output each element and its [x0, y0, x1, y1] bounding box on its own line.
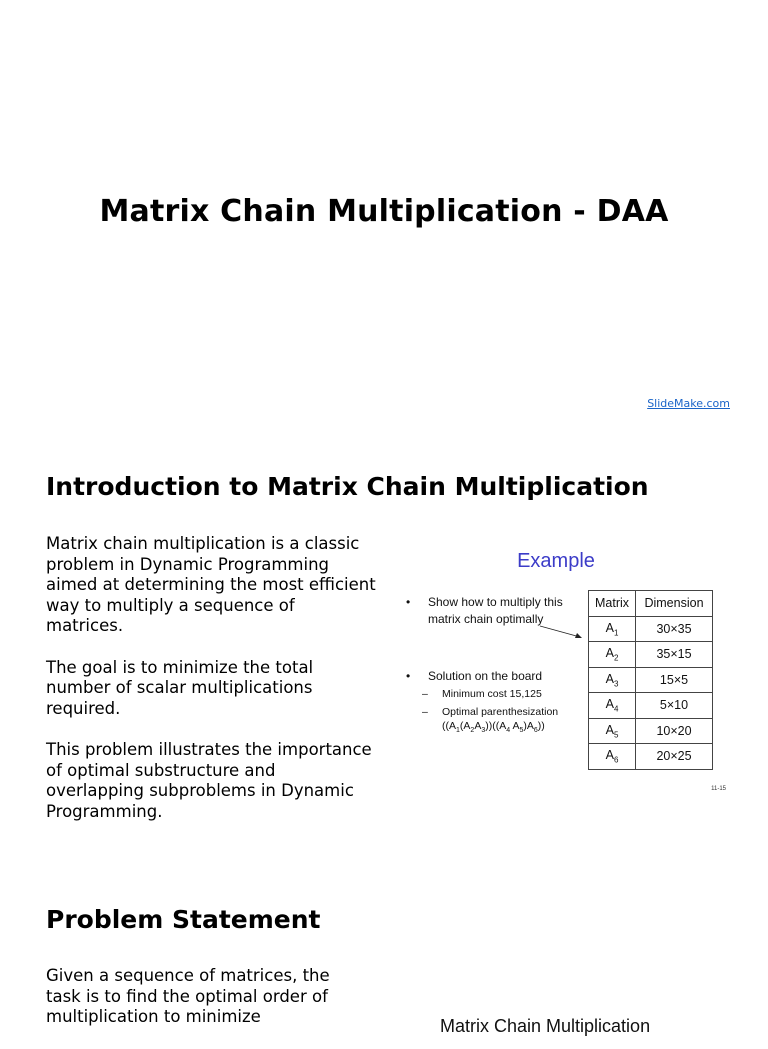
- table-header-row: [589, 591, 713, 617]
- matrix-dimension: 30×35: [636, 616, 713, 642]
- source-link[interactable]: SlideMake.com: [647, 397, 730, 410]
- bullet-dot-icon: •: [406, 669, 411, 683]
- column-header: Matrix: [589, 591, 636, 617]
- matrix-name: $A_5$: [589, 718, 636, 744]
- slide-number: 11-15: [711, 786, 726, 792]
- column-header: Dimension: [636, 591, 713, 617]
- parenthesization-expression: ($(A_1(A_2A_3))((A_4$ $A_5)A_6$)): [442, 720, 545, 735]
- introduction-body: [46, 534, 376, 843]
- dash-icon: –: [422, 688, 428, 700]
- example-slide-title: Example: [517, 550, 595, 572]
- table-row: [589, 744, 713, 770]
- matrix-dimension: 10×20: [636, 718, 713, 744]
- matrix-dimension: 20×25: [636, 744, 713, 770]
- matrix-dimension: 15×5: [636, 667, 713, 693]
- arrow-icon: [538, 622, 588, 644]
- matrix-name: $A_2$: [589, 642, 636, 668]
- page-title: Matrix Chain Multiplication - DAA: [99, 194, 669, 229]
- slide-sub-bullet: – Optimal parenthesization ($(A_1(A_2A_3))((A_4$ $A_5)A_6$)): [422, 706, 559, 735]
- problem-slide-title: Matrix Chain Multiplication: [440, 1016, 651, 1036]
- table-row: [589, 667, 713, 693]
- matrix-dimension: 5×10: [636, 693, 713, 719]
- matrix-name: $A_1$: [589, 616, 636, 642]
- matrix-name: $A_4$: [589, 693, 636, 719]
- matrix-name: $A_3$: [589, 667, 636, 693]
- matrix-dimension: 35×15: [636, 642, 713, 668]
- section-heading-problem-statement: Problem Statement: [46, 905, 321, 934]
- problem-slide-image: [420, 960, 720, 1036]
- table-row: [589, 718, 713, 744]
- slide-sub-bullet: – Minimum cost 15,125: [422, 688, 542, 700]
- example-slide-image: [388, 534, 734, 800]
- matrix-name: $A_6$: [589, 744, 636, 770]
- table-row: [589, 693, 713, 719]
- dash-icon: –: [422, 706, 428, 718]
- table-row: [589, 616, 713, 642]
- paragraph: This problem illustrates the importance of optimal substructure and overlapping subproblems in Dynamic Programming.: [46, 740, 372, 821]
- bullet-dot-icon: •: [406, 595, 411, 609]
- section-heading-introduction: Introduction to Matrix Chain Multiplication: [46, 472, 649, 501]
- paragraph: Given a sequence of matrices, the task is to find the optimal order of multiplication to minimize: [46, 966, 330, 1026]
- paragraph: Matrix chain multiplication is a classic problem in Dynamic Programming aimed at determining the most efficient way to multiply a sequence of matrices.: [46, 534, 376, 635]
- slide-bullet: • Solution on the board: [406, 669, 543, 683]
- slide-bullet: • Show how to multiply this matrix chain optimally: [406, 595, 563, 626]
- paragraph: The goal is to minimize the total number of scalar multiplications required.: [46, 657, 314, 718]
- dimension-table: [588, 590, 713, 770]
- problem-statement-body: [46, 966, 356, 1049]
- table-row: [589, 642, 713, 668]
